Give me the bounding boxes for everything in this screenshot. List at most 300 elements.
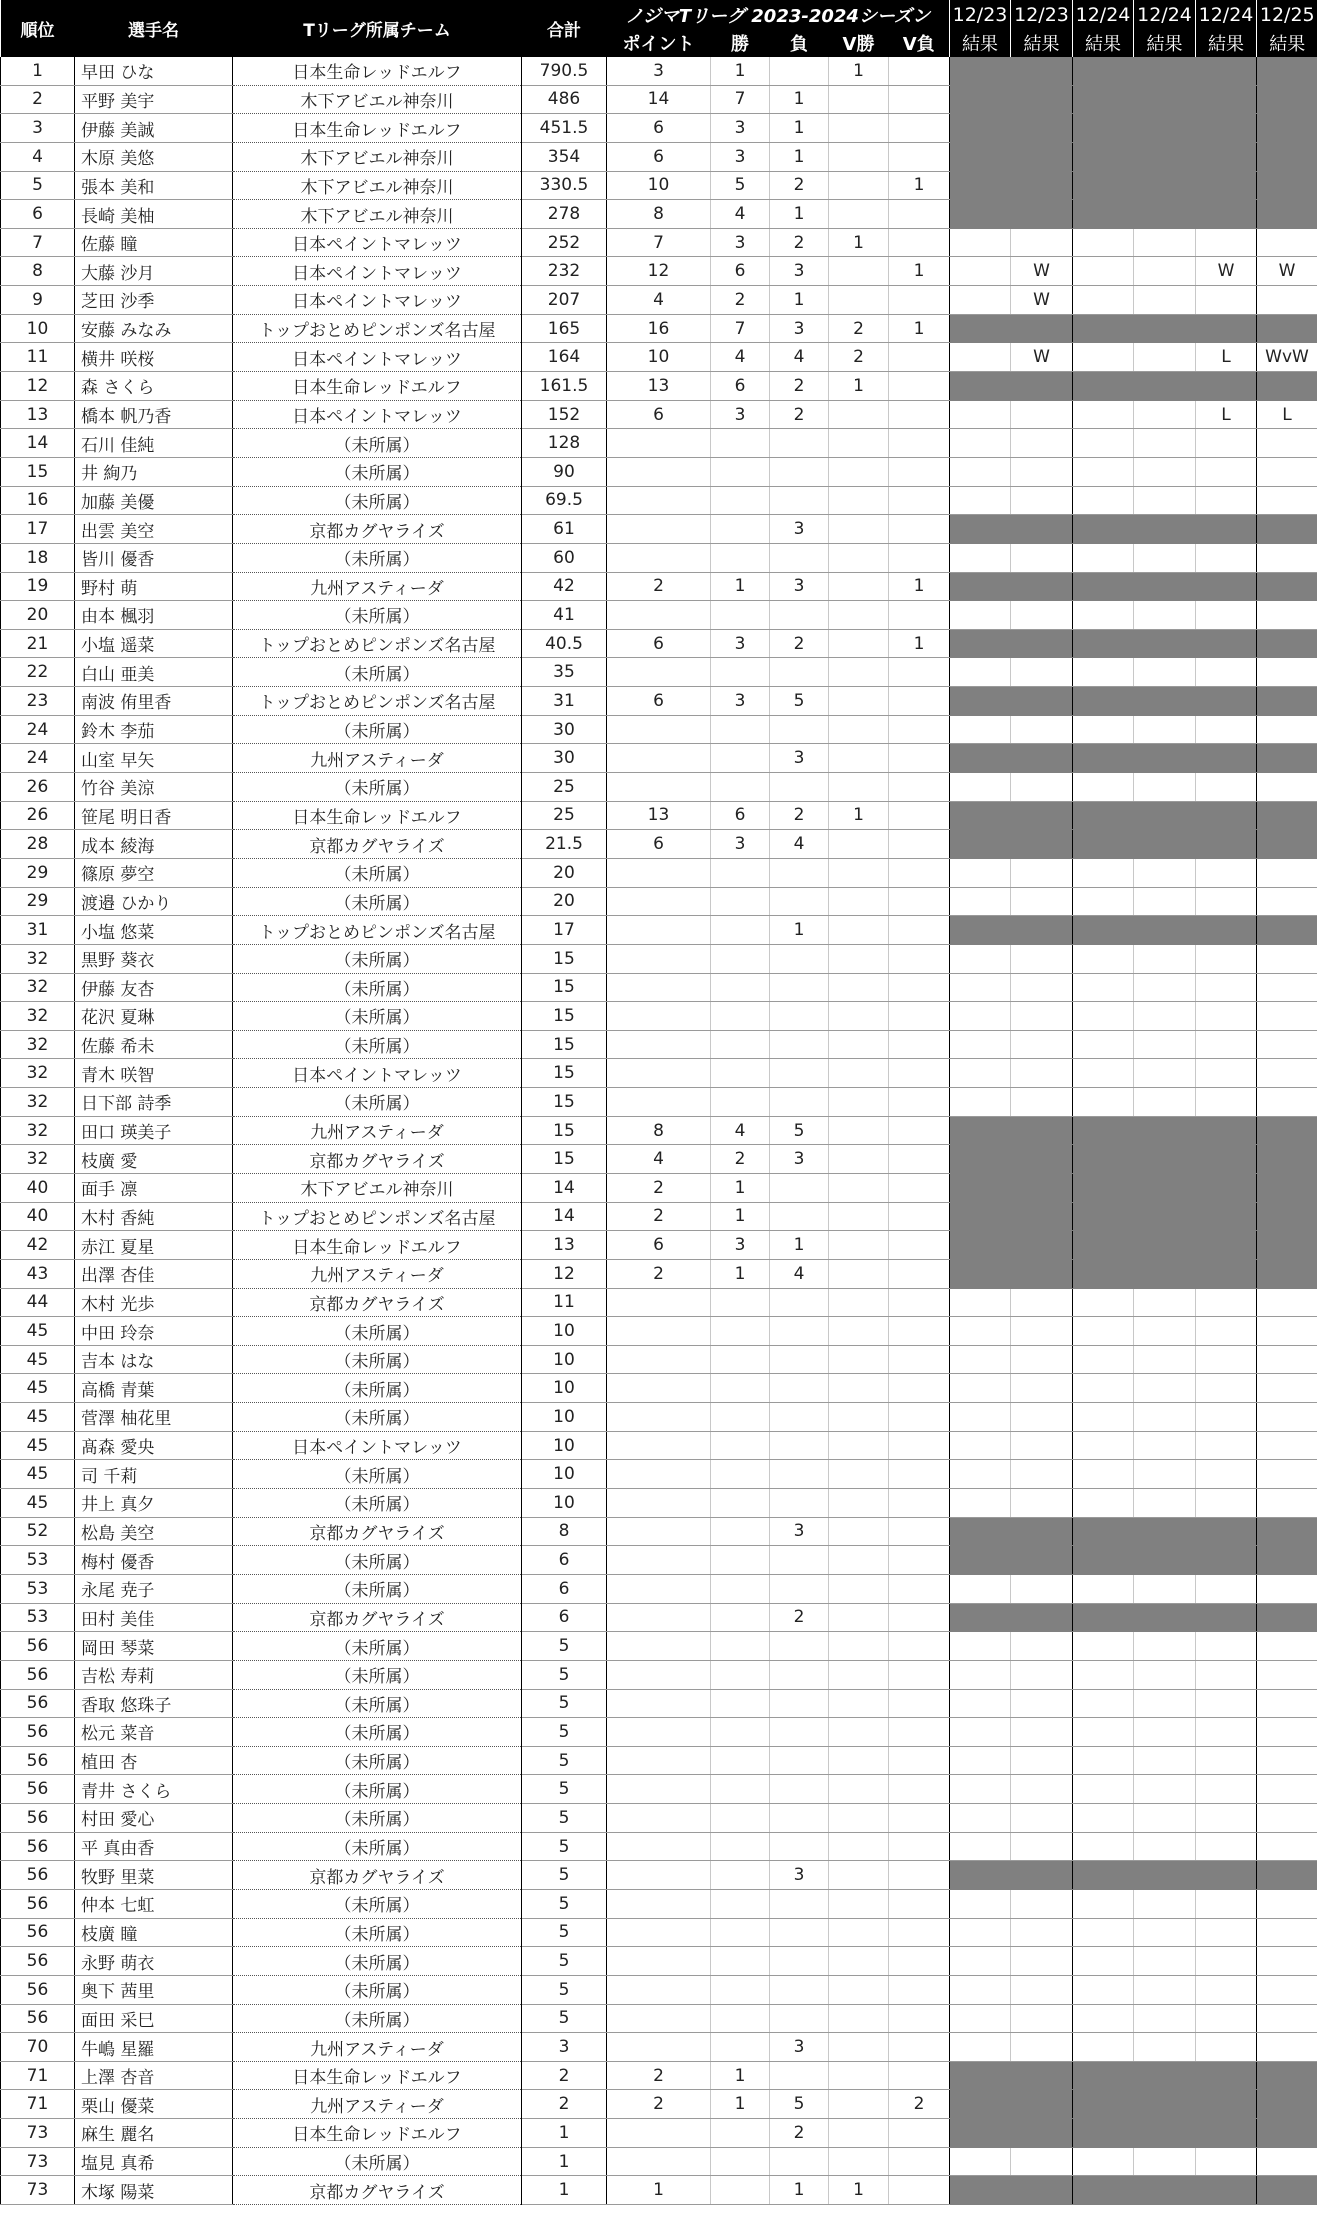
rank-cell: 53 bbox=[1, 1574, 75, 1603]
table-header bbox=[1, 0, 1317, 57]
rank-cell: 28 bbox=[1, 830, 75, 859]
result-cell bbox=[950, 515, 1011, 544]
vwin-cell bbox=[829, 1804, 889, 1833]
result-cell bbox=[1134, 2004, 1196, 2033]
points-cell bbox=[607, 715, 711, 744]
result-cell bbox=[1134, 1173, 1196, 1202]
rank-cell: 16 bbox=[1, 486, 75, 515]
player-name-cell: 奥下 茜里 bbox=[75, 1975, 233, 2004]
result-cell bbox=[1073, 1173, 1134, 1202]
loss-cell: 3 bbox=[770, 1517, 829, 1546]
result-cell bbox=[1011, 1632, 1073, 1661]
player-name-cell: 橋本 帆乃香 bbox=[75, 400, 233, 429]
result-cell bbox=[950, 1804, 1011, 1833]
result-cell bbox=[950, 1345, 1011, 1374]
rank-cell: 43 bbox=[1, 1259, 75, 1288]
result-cell bbox=[1073, 1603, 1134, 1632]
result-cell bbox=[1196, 1145, 1257, 1174]
result-cell bbox=[1073, 286, 1134, 315]
vwin-cell bbox=[829, 1030, 889, 1059]
result-cell bbox=[1196, 744, 1257, 773]
vloss-cell bbox=[889, 1173, 950, 1202]
vwin-cell bbox=[829, 1317, 889, 1346]
rank-cell: 5 bbox=[1, 171, 75, 200]
result-cell bbox=[1011, 1918, 1073, 1947]
rank-cell: 31 bbox=[1, 916, 75, 945]
header-date-4: 12/24 bbox=[1134, 0, 1196, 29]
result-cell bbox=[1011, 486, 1073, 515]
vloss-cell bbox=[889, 343, 950, 372]
vwin-cell bbox=[829, 2061, 889, 2090]
loss-cell: 3 bbox=[770, 2033, 829, 2062]
points-cell bbox=[607, 1546, 711, 1575]
rank-cell: 56 bbox=[1, 1804, 75, 1833]
win-cell bbox=[711, 916, 770, 945]
result-cell bbox=[1073, 1431, 1134, 1460]
result-cell bbox=[1134, 1660, 1196, 1689]
points-cell bbox=[607, 1002, 711, 1031]
result-cell bbox=[1134, 543, 1196, 572]
vloss-cell bbox=[889, 543, 950, 572]
header-result-1: 結果 bbox=[950, 29, 1011, 57]
team-cell: （未所属） bbox=[233, 1632, 522, 1661]
rank-cell: 71 bbox=[1, 2061, 75, 2090]
team-cell: （未所属） bbox=[233, 1975, 522, 2004]
loss-cell: 3 bbox=[770, 1145, 829, 1174]
rank-cell: 21 bbox=[1, 629, 75, 658]
result-cell bbox=[1073, 687, 1134, 716]
header-row-1 bbox=[1, 0, 1317, 29]
result-cell bbox=[950, 572, 1011, 601]
points-cell bbox=[607, 457, 711, 486]
vwin-cell bbox=[829, 1746, 889, 1775]
team-cell: （未所属） bbox=[233, 457, 522, 486]
loss-cell bbox=[770, 773, 829, 802]
points-cell: 8 bbox=[607, 1116, 711, 1145]
rank-cell: 56 bbox=[1, 1832, 75, 1861]
result-cell bbox=[1196, 1832, 1257, 1861]
points-cell bbox=[607, 1975, 711, 2004]
result-cell bbox=[1196, 973, 1257, 1002]
result-cell bbox=[950, 1517, 1011, 1546]
vwin-cell bbox=[829, 1660, 889, 1689]
total-cell: 10 bbox=[522, 1431, 607, 1460]
result-cell bbox=[1073, 2033, 1134, 2062]
table-row bbox=[1, 1517, 1317, 1546]
result-cell bbox=[1073, 601, 1134, 630]
vwin-cell bbox=[829, 1088, 889, 1117]
result-cell bbox=[1011, 715, 1073, 744]
result-cell: WvW bbox=[1257, 343, 1317, 372]
total-cell: 10 bbox=[522, 1403, 607, 1432]
rank-cell: 40 bbox=[1, 1173, 75, 1202]
vloss-cell bbox=[889, 1059, 950, 1088]
result-cell bbox=[1196, 2147, 1257, 2176]
player-name-cell: 村田 愛心 bbox=[75, 1804, 233, 1833]
rank-cell: 29 bbox=[1, 887, 75, 916]
result-cell bbox=[1011, 314, 1073, 343]
result-cell bbox=[950, 1173, 1011, 1202]
result-cell bbox=[1073, 1145, 1134, 1174]
result-cell bbox=[1257, 1345, 1317, 1374]
result-cell bbox=[1257, 629, 1317, 658]
team-cell: （未所属） bbox=[233, 1890, 522, 1919]
result-cell bbox=[1011, 858, 1073, 887]
team-cell: （未所属） bbox=[233, 1689, 522, 1718]
win-cell bbox=[711, 1975, 770, 2004]
loss-cell bbox=[770, 944, 829, 973]
player-name-cell: 枝廣 瞳 bbox=[75, 1918, 233, 1947]
vloss-cell bbox=[889, 1947, 950, 1976]
points-cell: 13 bbox=[607, 801, 711, 830]
win-cell bbox=[711, 1689, 770, 1718]
header-season: ノジマTリーグ 2023-2024シーズン bbox=[607, 0, 950, 29]
table-row bbox=[1, 2119, 1317, 2148]
player-name-cell: 長崎 美柚 bbox=[75, 200, 233, 229]
vloss-cell bbox=[889, 1804, 950, 1833]
result-cell bbox=[950, 2061, 1011, 2090]
vwin-cell bbox=[829, 916, 889, 945]
rank-cell: 71 bbox=[1, 2090, 75, 2119]
points-cell bbox=[607, 744, 711, 773]
result-cell bbox=[1134, 1460, 1196, 1489]
team-cell: 日本生命レッドエルフ bbox=[233, 57, 522, 85]
result-cell bbox=[1011, 142, 1073, 171]
result-cell bbox=[1073, 1861, 1134, 1890]
result-cell bbox=[950, 57, 1011, 85]
vloss-cell bbox=[889, 372, 950, 401]
loss-cell: 2 bbox=[770, 372, 829, 401]
result-cell bbox=[950, 429, 1011, 458]
vloss-cell bbox=[889, 1660, 950, 1689]
vloss-cell bbox=[889, 228, 950, 257]
result-cell bbox=[1257, 715, 1317, 744]
result-cell bbox=[1011, 1947, 1073, 1976]
rank-cell: 23 bbox=[1, 687, 75, 716]
result-cell bbox=[1196, 2090, 1257, 2119]
result-cell bbox=[1073, 1832, 1134, 1861]
total-cell: 41 bbox=[522, 601, 607, 630]
player-name-cell: 竹谷 美涼 bbox=[75, 773, 233, 802]
rank-cell: 53 bbox=[1, 1546, 75, 1575]
player-name-cell: 麻生 麗名 bbox=[75, 2119, 233, 2148]
vwin-cell bbox=[829, 629, 889, 658]
vwin-cell bbox=[829, 429, 889, 458]
result-cell bbox=[1073, 1288, 1134, 1317]
points-cell bbox=[607, 2147, 711, 2176]
vwin-cell bbox=[829, 257, 889, 286]
player-name-cell: 小塩 悠菜 bbox=[75, 916, 233, 945]
total-cell: 5 bbox=[522, 1832, 607, 1861]
result-cell bbox=[1134, 801, 1196, 830]
loss-cell bbox=[770, 1689, 829, 1718]
player-name-cell: 横井 咲桜 bbox=[75, 343, 233, 372]
points-cell bbox=[607, 601, 711, 630]
player-name-cell: 上澤 杏音 bbox=[75, 2061, 233, 2090]
table-row bbox=[1, 1574, 1317, 1603]
result-cell bbox=[1073, 887, 1134, 916]
loss-cell bbox=[770, 1918, 829, 1947]
vwin-cell bbox=[829, 286, 889, 315]
result-cell bbox=[1257, 1718, 1317, 1747]
table-row bbox=[1, 2147, 1317, 2176]
player-name-cell: 皆川 優香 bbox=[75, 543, 233, 572]
total-cell: 15 bbox=[522, 973, 607, 1002]
points-cell: 14 bbox=[607, 85, 711, 114]
result-cell bbox=[1257, 973, 1317, 1002]
result-cell bbox=[1011, 1403, 1073, 1432]
result-cell bbox=[1134, 343, 1196, 372]
result-cell bbox=[1073, 1374, 1134, 1403]
team-cell: （未所属） bbox=[233, 486, 522, 515]
result-cell bbox=[1257, 1660, 1317, 1689]
total-cell: 5 bbox=[522, 2004, 607, 2033]
result-cell bbox=[950, 1202, 1011, 1231]
loss-cell bbox=[770, 1374, 829, 1403]
points-cell bbox=[607, 1632, 711, 1661]
points-cell: 2 bbox=[607, 572, 711, 601]
player-name-cell: 伊藤 美誠 bbox=[75, 114, 233, 143]
table-row bbox=[1, 2061, 1317, 2090]
loss-cell bbox=[770, 1890, 829, 1919]
team-cell: （未所属） bbox=[233, 658, 522, 687]
total-cell: 90 bbox=[522, 457, 607, 486]
result-cell bbox=[1134, 1775, 1196, 1804]
result-cell bbox=[1073, 515, 1134, 544]
player-name-cell: 井上 真夕 bbox=[75, 1489, 233, 1518]
win-cell bbox=[711, 1890, 770, 1919]
vwin-cell: 1 bbox=[829, 801, 889, 830]
vloss-cell bbox=[889, 515, 950, 544]
result-cell bbox=[1257, 1317, 1317, 1346]
team-cell: 九州アスティーダ bbox=[233, 2090, 522, 2119]
result-cell bbox=[1196, 200, 1257, 229]
table-row bbox=[1, 314, 1317, 343]
win-cell: 1 bbox=[711, 2061, 770, 2090]
table-row bbox=[1, 1088, 1317, 1117]
total-cell: 330.5 bbox=[522, 171, 607, 200]
win-cell bbox=[711, 1746, 770, 1775]
result-cell bbox=[1257, 1030, 1317, 1059]
result-cell bbox=[950, 1546, 1011, 1575]
result-cell bbox=[1011, 629, 1073, 658]
vwin-cell: 1 bbox=[829, 228, 889, 257]
vwin-cell bbox=[829, 658, 889, 687]
result-cell bbox=[1134, 2176, 1196, 2205]
result-cell bbox=[1011, 1088, 1073, 1117]
result-cell bbox=[1011, 2090, 1073, 2119]
total-cell: 31 bbox=[522, 687, 607, 716]
result-cell bbox=[950, 1489, 1011, 1518]
points-cell bbox=[607, 1660, 711, 1689]
team-cell: 日本生命レッドエルフ bbox=[233, 114, 522, 143]
vwin-cell bbox=[829, 1861, 889, 1890]
win-cell bbox=[711, 1002, 770, 1031]
result-cell bbox=[1196, 429, 1257, 458]
total-cell: 21.5 bbox=[522, 830, 607, 859]
table-row bbox=[1, 916, 1317, 945]
loss-cell bbox=[770, 1947, 829, 1976]
result-cell bbox=[1257, 1918, 1317, 1947]
rank-cell: 32 bbox=[1, 944, 75, 973]
result-cell bbox=[1134, 142, 1196, 171]
player-name-cell: 枝廣 愛 bbox=[75, 1145, 233, 1174]
vloss-cell bbox=[889, 1975, 950, 2004]
result-cell bbox=[1196, 1603, 1257, 1632]
result-cell bbox=[1134, 1030, 1196, 1059]
total-cell: 14 bbox=[522, 1202, 607, 1231]
loss-cell bbox=[770, 973, 829, 1002]
result-cell bbox=[1196, 1775, 1257, 1804]
table-row bbox=[1, 1431, 1317, 1460]
win-cell: 3 bbox=[711, 629, 770, 658]
rank-cell: 70 bbox=[1, 2033, 75, 2062]
result-cell bbox=[1073, 1403, 1134, 1432]
header-loss: 負 bbox=[770, 29, 829, 57]
result-cell bbox=[1196, 1059, 1257, 1088]
result-cell bbox=[950, 1403, 1011, 1432]
result-cell bbox=[950, 715, 1011, 744]
points-cell: 1 bbox=[607, 2176, 711, 2205]
result-cell bbox=[1134, 1345, 1196, 1374]
result-cell bbox=[1134, 372, 1196, 401]
result-cell bbox=[950, 830, 1011, 859]
result-cell bbox=[1011, 1689, 1073, 1718]
points-cell bbox=[607, 658, 711, 687]
result-cell bbox=[1073, 228, 1134, 257]
points-cell: 3 bbox=[607, 57, 711, 85]
win-cell bbox=[711, 1345, 770, 1374]
vwin-cell bbox=[829, 543, 889, 572]
vwin-cell bbox=[829, 1489, 889, 1518]
result-cell bbox=[950, 85, 1011, 114]
result-cell bbox=[950, 1460, 1011, 1489]
player-name-cell: 井 絢乃 bbox=[75, 457, 233, 486]
team-cell: 日本ペイントマレッツ bbox=[233, 1431, 522, 1460]
result-cell bbox=[1073, 1775, 1134, 1804]
result-cell bbox=[1011, 830, 1073, 859]
result-cell bbox=[1011, 457, 1073, 486]
rank-cell: 32 bbox=[1, 1088, 75, 1117]
result-cell bbox=[1196, 1660, 1257, 1689]
team-cell: 京都カグヤライズ bbox=[233, 515, 522, 544]
points-cell bbox=[607, 1374, 711, 1403]
total-cell: 15 bbox=[522, 1145, 607, 1174]
result-cell bbox=[1011, 2033, 1073, 2062]
result-cell bbox=[1011, 1832, 1073, 1861]
vwin-cell bbox=[829, 1775, 889, 1804]
win-cell bbox=[711, 2119, 770, 2148]
rank-cell: 56 bbox=[1, 1775, 75, 1804]
result-cell bbox=[1073, 1718, 1134, 1747]
loss-cell: 1 bbox=[770, 142, 829, 171]
team-cell: （未所属） bbox=[233, 1088, 522, 1117]
result-cell bbox=[1011, 2004, 1073, 2033]
header-result-6: 結果 bbox=[1257, 29, 1317, 57]
table-row bbox=[1, 629, 1317, 658]
result-cell bbox=[1011, 1030, 1073, 1059]
points-cell: 6 bbox=[607, 142, 711, 171]
result-cell bbox=[1257, 57, 1317, 85]
points-cell bbox=[607, 1030, 711, 1059]
header-result-3: 結果 bbox=[1073, 29, 1134, 57]
table-row bbox=[1, 515, 1317, 544]
win-cell bbox=[711, 1574, 770, 1603]
result-cell bbox=[1134, 1975, 1196, 2004]
team-cell: （未所属） bbox=[233, 1345, 522, 1374]
points-cell bbox=[607, 1403, 711, 1432]
vwin-cell bbox=[829, 114, 889, 143]
total-cell: 15 bbox=[522, 1088, 607, 1117]
total-cell: 11 bbox=[522, 1288, 607, 1317]
loss-cell bbox=[770, 1288, 829, 1317]
result-cell bbox=[1073, 200, 1134, 229]
vwin-cell bbox=[829, 171, 889, 200]
result-cell bbox=[1196, 1689, 1257, 1718]
total-cell: 15 bbox=[522, 1002, 607, 1031]
win-cell bbox=[711, 887, 770, 916]
rank-cell: 52 bbox=[1, 1517, 75, 1546]
win-cell: 4 bbox=[711, 1116, 770, 1145]
loss-cell: 3 bbox=[770, 572, 829, 601]
win-cell bbox=[711, 543, 770, 572]
result-cell bbox=[1257, 1374, 1317, 1403]
points-cell: 2 bbox=[607, 1173, 711, 1202]
vloss-cell bbox=[889, 1775, 950, 1804]
player-name-cell: 佐藤 希未 bbox=[75, 1030, 233, 1059]
rank-cell: 4 bbox=[1, 142, 75, 171]
team-cell: 九州アスティーダ bbox=[233, 2033, 522, 2062]
win-cell: 6 bbox=[711, 257, 770, 286]
result-cell bbox=[1196, 1890, 1257, 1919]
vloss-cell: 1 bbox=[889, 572, 950, 601]
total-cell: 5 bbox=[522, 1775, 607, 1804]
win-cell bbox=[711, 1603, 770, 1632]
loss-cell: 4 bbox=[770, 343, 829, 372]
result-cell bbox=[950, 1116, 1011, 1145]
loss-cell: 2 bbox=[770, 2119, 829, 2148]
points-cell bbox=[607, 1431, 711, 1460]
table-row bbox=[1, 429, 1317, 458]
rank-cell: 40 bbox=[1, 1202, 75, 1231]
win-cell bbox=[711, 2004, 770, 2033]
result-cell bbox=[1257, 114, 1317, 143]
table-row bbox=[1, 1689, 1317, 1718]
result-cell bbox=[1134, 1317, 1196, 1346]
total-cell: 10 bbox=[522, 1460, 607, 1489]
table-row bbox=[1, 1116, 1317, 1145]
result-cell bbox=[1073, 1660, 1134, 1689]
points-cell bbox=[607, 2004, 711, 2033]
header-win: 勝 bbox=[711, 29, 770, 57]
result-cell bbox=[950, 1431, 1011, 1460]
team-cell: 九州アスティーダ bbox=[233, 1116, 522, 1145]
points-cell bbox=[607, 1746, 711, 1775]
vloss-cell bbox=[889, 1918, 950, 1947]
player-name-cell: 栗山 優菜 bbox=[75, 2090, 233, 2119]
player-name-cell: 牛嶋 星羅 bbox=[75, 2033, 233, 2062]
table-row bbox=[1, 1947, 1317, 1976]
loss-cell: 4 bbox=[770, 1259, 829, 1288]
result-cell bbox=[1196, 228, 1257, 257]
rank-cell: 32 bbox=[1, 973, 75, 1002]
vloss-cell bbox=[889, 114, 950, 143]
rank-cell: 6 bbox=[1, 200, 75, 229]
result-cell bbox=[1257, 543, 1317, 572]
result-cell bbox=[1196, 687, 1257, 716]
total-cell: 10 bbox=[522, 1489, 607, 1518]
table-row bbox=[1, 171, 1317, 200]
